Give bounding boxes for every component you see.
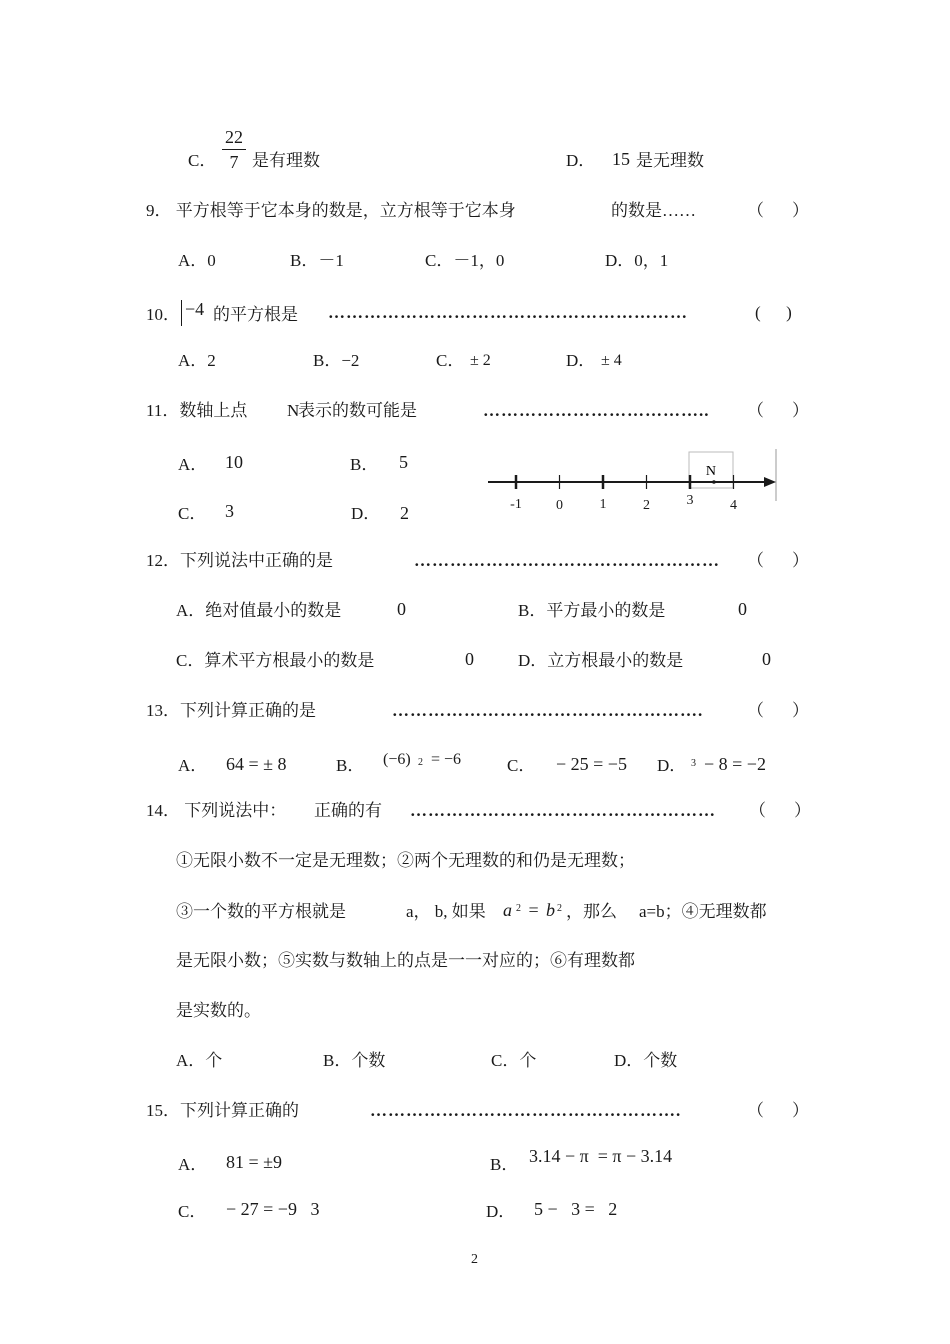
q10-stem: 的平方根是 [213,305,298,324]
q11-option-d-label: D． [351,504,381,523]
q11-option-a-value: 10 [225,452,243,472]
number-line-tick-label: 3 [686,493,694,508]
q13-option-d-root-index: 3 [691,758,696,769]
point-n-label: N [705,464,716,479]
q12-option-b: B．平方最小的数是 [518,601,666,620]
q14-statement-line-2c: ，那么 [566,902,617,921]
q10-answer-paren: ( ) [755,303,792,322]
q12-paren-left: （ [747,551,764,570]
q14-equation-equals: = [524,900,544,920]
q12-stem: 12．下列说法中正确的是 [146,551,333,570]
q15-paren-left: （ [747,1101,764,1120]
number-line-tick-label: 1 [599,497,607,512]
q14-stem-2: 正确的有 [314,801,382,820]
q14-statement-line-1: ①无限小数不一定是无理数；②两个无理数的和仍是无理数； [176,851,635,870]
q11-paren-left: （ [747,401,764,420]
q8-option-d-label: D． [566,151,596,170]
q15-option-d-label: D． [486,1202,516,1221]
q14-equation-exp-1: 2 [516,903,521,914]
q9-option-a: A．0 [178,251,216,270]
q8-option-c-label: C． [188,151,217,170]
q13-option-a-label: A． [178,756,208,775]
q11-option-a-label: A． [178,455,208,474]
q10-option-a: A．2 [178,351,216,370]
q11-point-n: N [287,401,300,420]
q9-option-b: B．－1 [290,251,344,270]
q12-option-a: A．绝对值最小的数是 [176,601,342,620]
q13-option-d-expr: − 8 = −2 [704,754,766,774]
q11-option-c-value: 3 [225,501,234,521]
q11-option-b-value: 5 [399,452,408,472]
q11-option-b-label: B． [350,455,379,474]
q15-leader-dots: ……………………………………………. [370,1101,682,1120]
q10-option-b: B．−2 [313,351,360,370]
q14-leader-dots: …………………………………………… [410,801,716,820]
q13-option-d-label: D． [657,756,687,775]
q14-equation-b: b [546,900,555,920]
q10-abs-bar [181,300,182,326]
q14-equation-exp-2: 2 [557,903,562,914]
q15-option-a-expr: 81 = ±9 [226,1152,283,1172]
q13-option-b-base: (−6) [383,751,411,768]
q14-equation-a: a [503,900,512,920]
q15-option-b-label: B． [490,1155,519,1174]
q13-paren-left: （ [747,701,764,720]
q12-option-a-value: 0 [397,599,406,619]
q9-stem: 9． 平方根等于它本身的数是，立方根等于它本身 [146,201,516,220]
q8-option-d-text: 是无理数 [636,151,704,170]
q14-paren-left: （ [749,801,766,820]
q14-statement-line-2b: a， b, 如果 [406,902,486,921]
q14-option-b: B．个数 [323,1051,386,1070]
q15-option-c-expr: − 27 = −9 3 [226,1199,320,1219]
q14-statement-line-2a: ③一个数的平方根就是 [176,902,346,921]
q13-option-c-expr: − 25 = −5 [556,754,627,774]
q12-paren-right: ） [792,551,809,570]
q14-stem: 14． 下列说法中： [146,801,287,820]
q15-option-c-label: C． [178,1202,207,1221]
number-line-tick-label: 0 [556,498,563,513]
q13-stem: 13．下列计算正确的是 [146,701,316,720]
q14-statement-line-2d: a=b；④无理数都 [639,902,767,921]
q13-leader-dots: ……………………………………………. [392,701,704,720]
q9-option-d: D．0，1 [605,251,669,270]
q8-option-c-fraction [222,127,246,173]
q9-stem-tail: 的数是…… [611,201,696,220]
q15-option-a-label: A． [178,1155,208,1174]
q14-option-c: C．个 [491,1051,537,1070]
q12-option-c: C．算术平方根最小的数是 [176,651,375,670]
q13-option-b-rest: = −6 [427,751,462,768]
q15-option-d-expr: 5 − 3 = 2 [534,1199,618,1219]
q13-option-c-label: C． [507,756,536,775]
q13-option-b-label: B． [336,756,365,775]
q11-stem-2: 表示的数可能是 [298,401,417,420]
q11-paren-right: ） [792,401,809,420]
q13-paren-right: ） [792,701,809,720]
point-n-marker [712,480,716,484]
q10-option-d-label: D． [566,351,596,370]
q9-paren-left: （ [747,201,764,220]
q8-option-d-value: 15 [612,149,630,169]
q10-leader-dots: …………………………………………………… [328,303,688,322]
q10-number: 10． [146,305,180,324]
q12-option-c-value: 0 [465,649,474,669]
q11-option-c-label: C． [178,504,207,523]
number-line-tick-label: 2 [643,498,650,513]
q12-option-b-value: 0 [738,599,747,619]
number-line-figure [480,445,790,525]
number-line-arrow [764,477,776,487]
fraction-denominator: 7 [229,152,239,172]
q11-stem: 11．数轴上点 [146,401,248,420]
q14-option-a: A．个 [176,1051,223,1070]
q8-option-c-text: 是有理数 [252,151,320,170]
q13-option-a-expr: 64 = ± 8 [226,754,287,774]
q14-statement-line-3: 是无限小数；⑤实数与数轴上的点是一一对应的；⑥有理数都 [176,951,635,970]
q14-paren-right: ） [794,801,811,820]
q9-paren-right: ） [792,201,809,220]
q13-option-b-exponent: 2 [418,757,423,768]
number-line-tick-label: -1 [510,497,522,512]
q12-leader-dots: …………………………………………… [414,551,720,570]
q10-option-c-label: C． [436,351,465,370]
q10-abs-value: −4 [185,299,205,319]
q12-option-d: D．立方根最小的数是 [518,651,684,670]
q15-paren-right: ） [792,1101,809,1120]
q15-option-b-expr: 3.14 − π = π − 3.14 [529,1146,673,1166]
q15-stem: 15．下列计算正确的 [146,1101,299,1120]
q11-leader-dots: ……………………………….. [483,401,710,420]
q10-option-d-value: ± 4 [601,352,622,369]
fraction-numerator: 22 [222,127,246,150]
q9-option-c: C．－1，0 [425,251,505,270]
q12-option-d-value: 0 [762,649,771,669]
page-number: 2 [471,1252,478,1267]
number-line-tick-label: 4 [730,498,737,513]
q11-option-d-value: 2 [400,503,409,523]
q14-option-d: D．个数 [614,1051,678,1070]
q10-option-c-value: ± 2 [470,352,491,369]
q14-statement-line-4: 是实数的。 [176,1001,261,1020]
